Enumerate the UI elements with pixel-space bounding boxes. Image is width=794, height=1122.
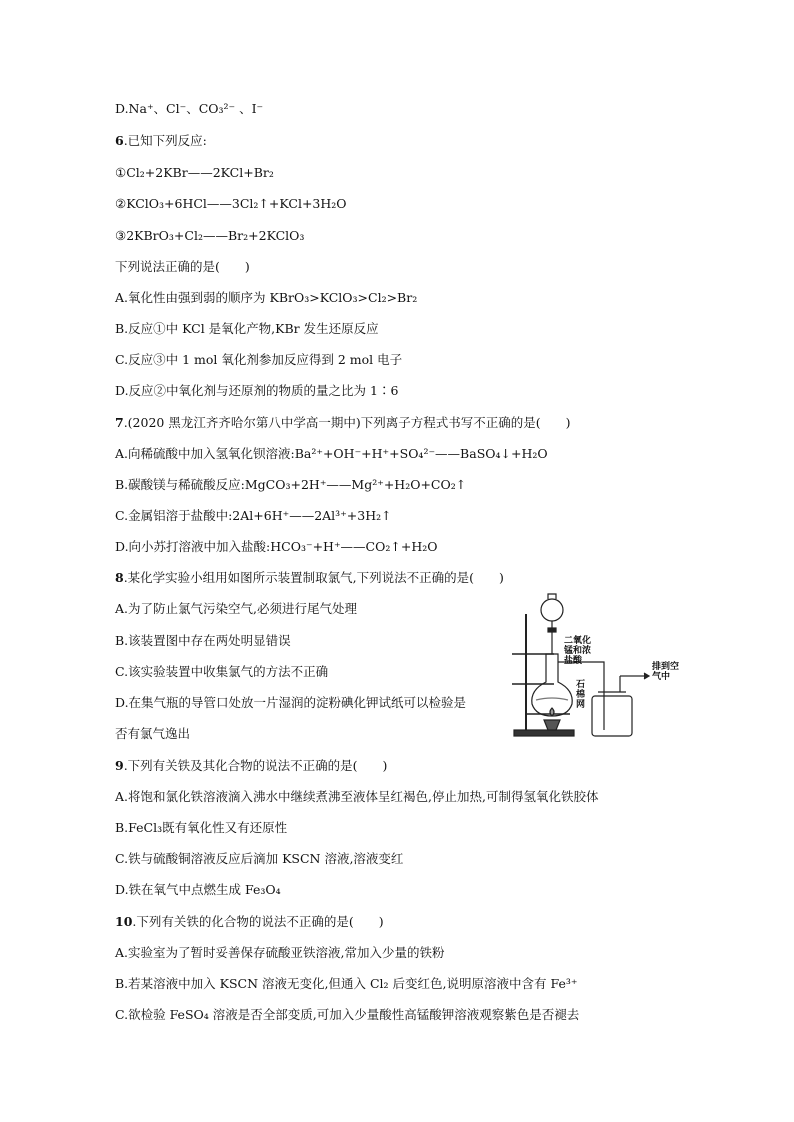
- q8-option-c: C.该实验装置中收集氯气的方法不正确: [115, 664, 329, 679]
- q7-option-a: A.向稀硫酸中加入氢氧化钡溶液:Ba²⁺+OH⁻+H⁺+SO₄²⁻——BaSO₄↓+H₂O: [115, 446, 548, 461]
- q7-option-d: D.向小苏打溶液中加入盐酸:HCO₃⁻+H⁺——CO₂↑+H₂O: [115, 539, 438, 554]
- d5-option: D.Na⁺、Cl⁻、CO₃²⁻ 、I⁻: [115, 101, 264, 116]
- q7-stem: [115, 414, 570, 432]
- q8-number: 8: [115, 570, 124, 585]
- gauze-label-line3: 网: [576, 700, 586, 710]
- chlorine-apparatus-figure: [508, 592, 698, 742]
- q6-option-b: B.反应①中 KCl 是氧化产物,KBr 发生还原反应: [115, 321, 379, 336]
- q9-stem: [115, 757, 387, 775]
- reaction-3: ③2KBrO₃+Cl₂——Br₂+2KClO₃: [115, 228, 305, 243]
- exhaust-label-line1: 排到空: [652, 662, 680, 672]
- reagent-label-line1: 二氧化: [564, 636, 592, 646]
- q7-text: .(2020 黑龙江齐齐哈尔第八中学高一期中)下列离子方程式书写不正确的是( ): [123, 415, 571, 430]
- q7-option-b: B.碳酸镁与稀硫酸反应:MgCO₃+2H⁺——Mg²⁺+H₂O+CO₂↑: [115, 477, 467, 492]
- q6-option-c: C.反应③中 1 mol 氧化剂参加反应得到 2 mol 电子: [115, 352, 403, 367]
- reaction-2: ②KClO₃+6HCl——3Cl₂↑+KCl+3H₂O: [115, 196, 347, 211]
- reagent-label-line2: 锰和浓: [564, 646, 592, 656]
- q8-text: .某化学实验小组用如图所示装置制取氯气,下列说法不正确的是( ): [123, 570, 504, 585]
- q10-option-b: B.若某溶液中加入 KSCN 溶液无变化,但通入 Cl₂ 后变红色,说明原溶液中含有 Fe³⁺: [115, 976, 578, 991]
- q6-option-d: D.反应②中氧化剂与还原剂的物质的量之比为 1∶6: [115, 383, 399, 398]
- q8-option-d-line2: 否有氯气逸出: [115, 726, 191, 741]
- q10-stem: [115, 913, 384, 931]
- q8-stem: [115, 569, 504, 587]
- q9-option-d: D.铁在氧气中点燃生成 Fe₃O₄: [115, 882, 281, 897]
- q8-option-a: A.为了防止氯气污染空气,必须进行尾气处理: [115, 601, 357, 616]
- q6-text: .已知下列反应:: [123, 133, 207, 148]
- q7-option-c: C.金属铝溶于盐酸中:2Al+6H⁺——2Al³⁺+3H₂↑: [115, 508, 392, 523]
- q8-option-b: B.该装置图中存在两处明显错误: [115, 633, 291, 648]
- q9-text: .下列有关铁及其化合物的说法不正确的是( ): [123, 758, 388, 773]
- reaction-1: ①Cl₂+2KBr——2KCl+Br₂: [115, 165, 274, 180]
- q7-number: 7: [115, 415, 124, 430]
- q9-number: 9: [115, 758, 124, 773]
- q9-option-a: A.将饱和氯化铁溶液滴入沸水中继续煮沸至液体呈红褐色,停止加热,可制得氢氧化铁胶体: [115, 789, 599, 804]
- q10-option-a: A.实验室为了暂时妥善保存硫酸亚铁溶液,常加入少量的铁粉: [115, 945, 445, 960]
- q10-number: 10: [115, 914, 133, 929]
- gauze-label-line1: 石: [576, 680, 586, 690]
- gauze-label-line2: 棉: [576, 690, 586, 700]
- exhaust-label: [652, 662, 679, 682]
- q6-ask: 下列说法正确的是( ): [115, 259, 250, 274]
- q9-option-c: C.铁与硫酸铜溶液反应后滴加 KSCN 溶液,溶液变红: [115, 851, 404, 866]
- q9-option-b: B.FeCl₃既有氧化性又有还原性: [115, 820, 288, 835]
- gauze-label: [576, 680, 585, 710]
- q10-text: .下列有关铁的化合物的说法不正确的是( ): [132, 914, 384, 929]
- q6-option-a: A.氧化性由强到弱的顺序为 KBrO₃>KClO₃>Cl₂>Br₂: [115, 290, 418, 305]
- exhaust-label-line2: 气中: [652, 672, 671, 682]
- reagent-label: [564, 636, 591, 666]
- q10-option-c: C.欲检验 FeSO₄ 溶液是否全部变质,可加入少量酸性高锰酸钾溶液观察紫色是否褪去: [115, 1007, 580, 1022]
- q6-number: 6: [115, 133, 124, 148]
- reagent-label-line3: 盐酸: [564, 656, 583, 666]
- q6-stem: [115, 132, 207, 150]
- q8-option-d-line1: D.在集气瓶的导管口处放一片湿润的淀粉碘化钾试纸可以检验是: [115, 695, 467, 710]
